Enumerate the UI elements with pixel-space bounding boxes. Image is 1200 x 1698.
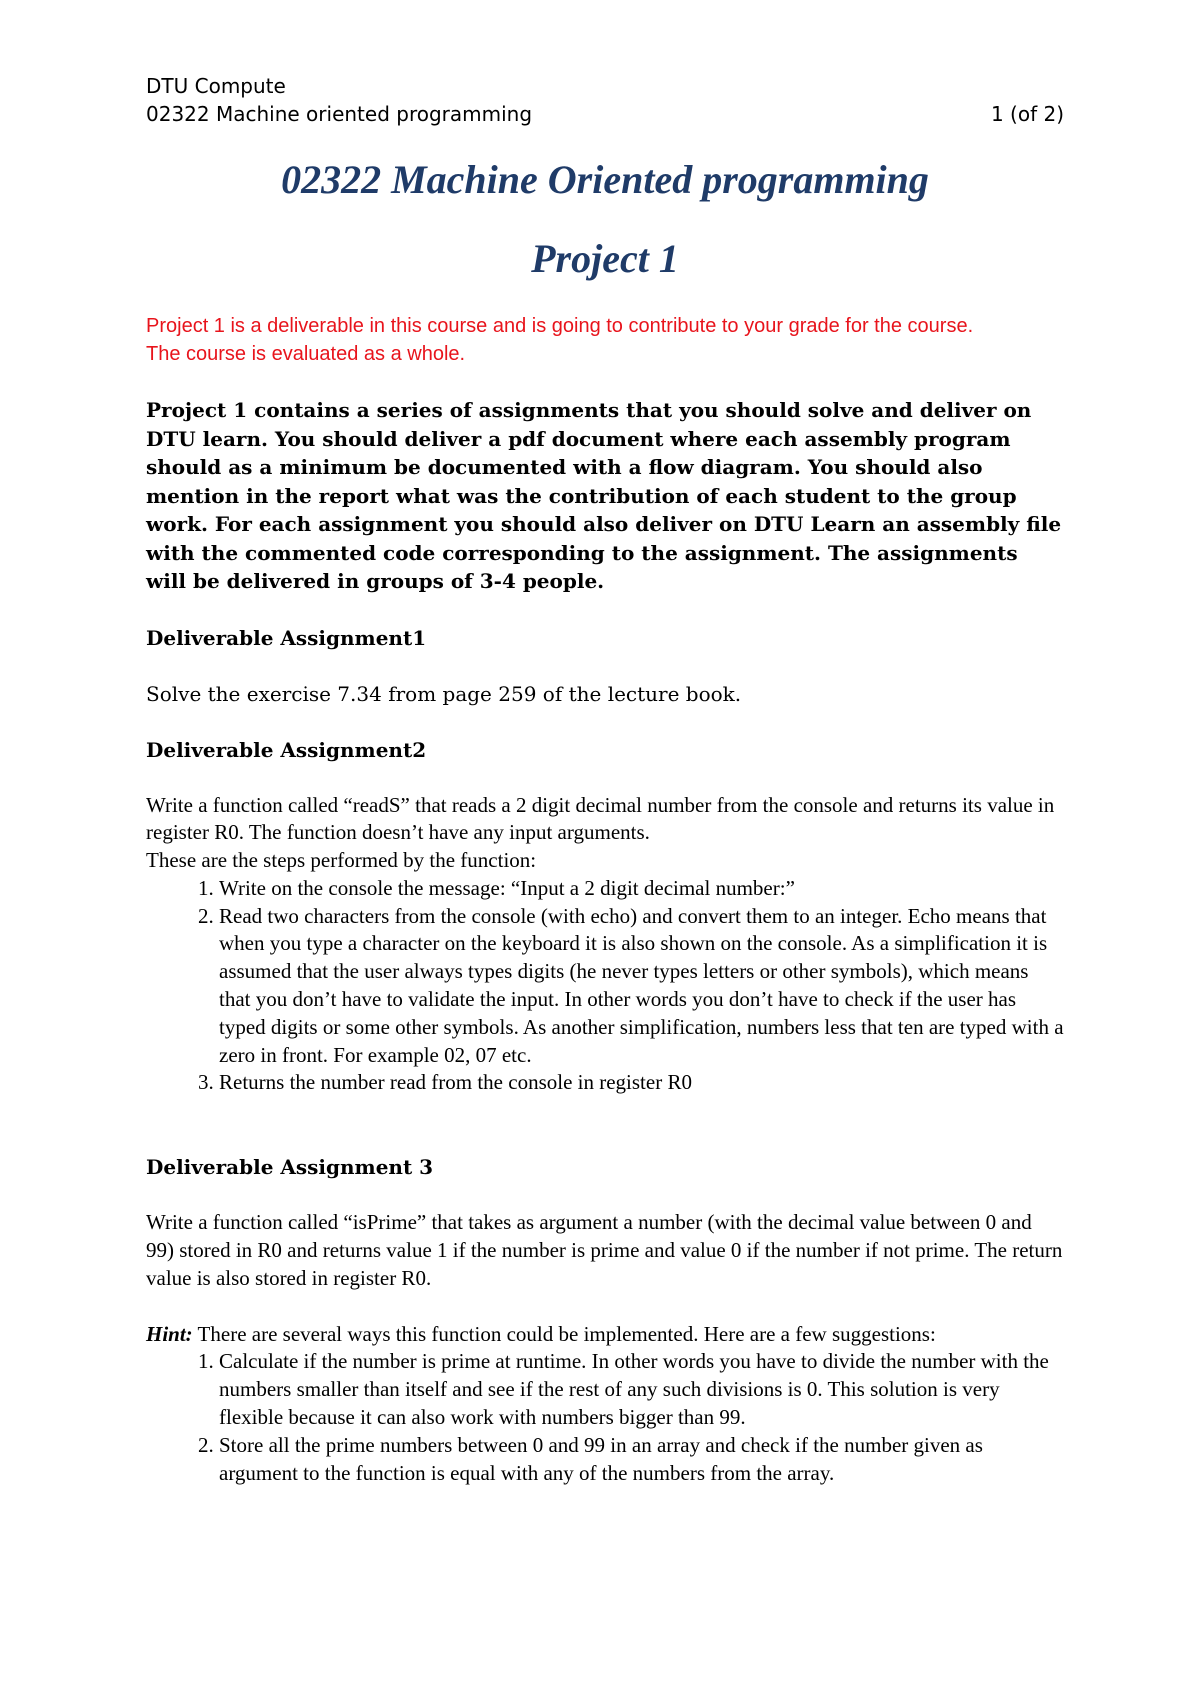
list-item: 1. Calculate if the number is prime at runtime. In other words you have to divide the number with the numbers smaller than itself and see if the rest of any such divisions is 0. This solution is very flexible because it can also work with numbers bigger than 99. [219,1348,1064,1431]
notice-line-2: The course is evaluated as a whole. [146,343,466,365]
assignment2-text: Write a function called “readS” that reads a 2 digit decimal number from the console and returns its value in register R0. The function doesn’t have any input arguments. [146,792,1055,845]
list-item: 2. Read two characters from the console (with echo) and convert them to an integer. Echo means that when you type a character on the keyboard it is also shown on the console. As a simplification it is assumed that the user always types digits (he never types letters or other symbols), which means that you don’t have to validate the input. In other words you don’t have to check if the user has typed digits or some other symbols. As another simplification, numbers less that ten are typed with a zero in front. For example 02, 07 etc. [219,903,1064,1070]
assignment3-heading: Deliverable Assignment 3 [146,1155,434,1180]
header-row [146,100,1064,128]
header-page-indicator: 1 (of 2) [990,102,1064,126]
assignment3-text: Write a function called “isPrime” that takes as argument a number (with the decimal value between 0 and 99) stored in R0 and returns value 1 if the number is prime and value 0 if the number if not prime. The return value is also stored in register R0. [146,1210,1063,1290]
header-org: DTU Compute [146,74,286,98]
document-body [146,312,1064,1487]
hint-paragraph [146,1321,1064,1349]
assignment2-steps-intro: These are the steps performed by the function: [146,848,537,873]
list-item: 2. Store all the prime numbers between 0 and 99 in an array and check if the number given as argument to the function is equal with any of the numbers from the array. [219,1432,1064,1488]
page-header [146,72,1064,128]
hint-text: There are several ways this function could be implemented. Here are a few suggestions: [192,1321,936,1346]
hint-label: Hint: [146,1321,193,1346]
assignment3-suggestions [146,1348,1064,1487]
document-subtitle: Project 1 [531,236,679,281]
list-item: 1. Write on the console the message: “Input a 2 digit decimal number:” [219,875,1064,903]
assignment1-text: Solve the exercise 7.34 from page 259 of the lecture book. [146,681,742,706]
assignment2-steps [146,875,1064,1097]
document-title: 02322 Machine Oriented programming [281,157,929,202]
intro-paragraph: Project 1 contains a series of assignments that you should solve and deliver on DTU learn. You should deliver a pdf document where each assembly program should as a minimum be documented with a flow diagram. You should also mention in the report what was the contribution of each student to the group work. For each assignment you should also deliver on DTU Learn an assembly file with the commented code corresponding to the assignment. The assignments will be delivered in groups of 3-4 people. [146,398,1062,593]
assignment2-heading: Deliverable Assignment2 [146,737,427,762]
header-course: 02322 Machine oriented programming [146,102,533,126]
notice-line-1: Project 1 is a deliverable in this course and is going to contribute to your grade for the course. [146,315,974,337]
assignment1-heading: Deliverable Assignment1 [146,625,427,650]
list-item: 3. Returns the number read from the console in register R0 [219,1069,1064,1097]
